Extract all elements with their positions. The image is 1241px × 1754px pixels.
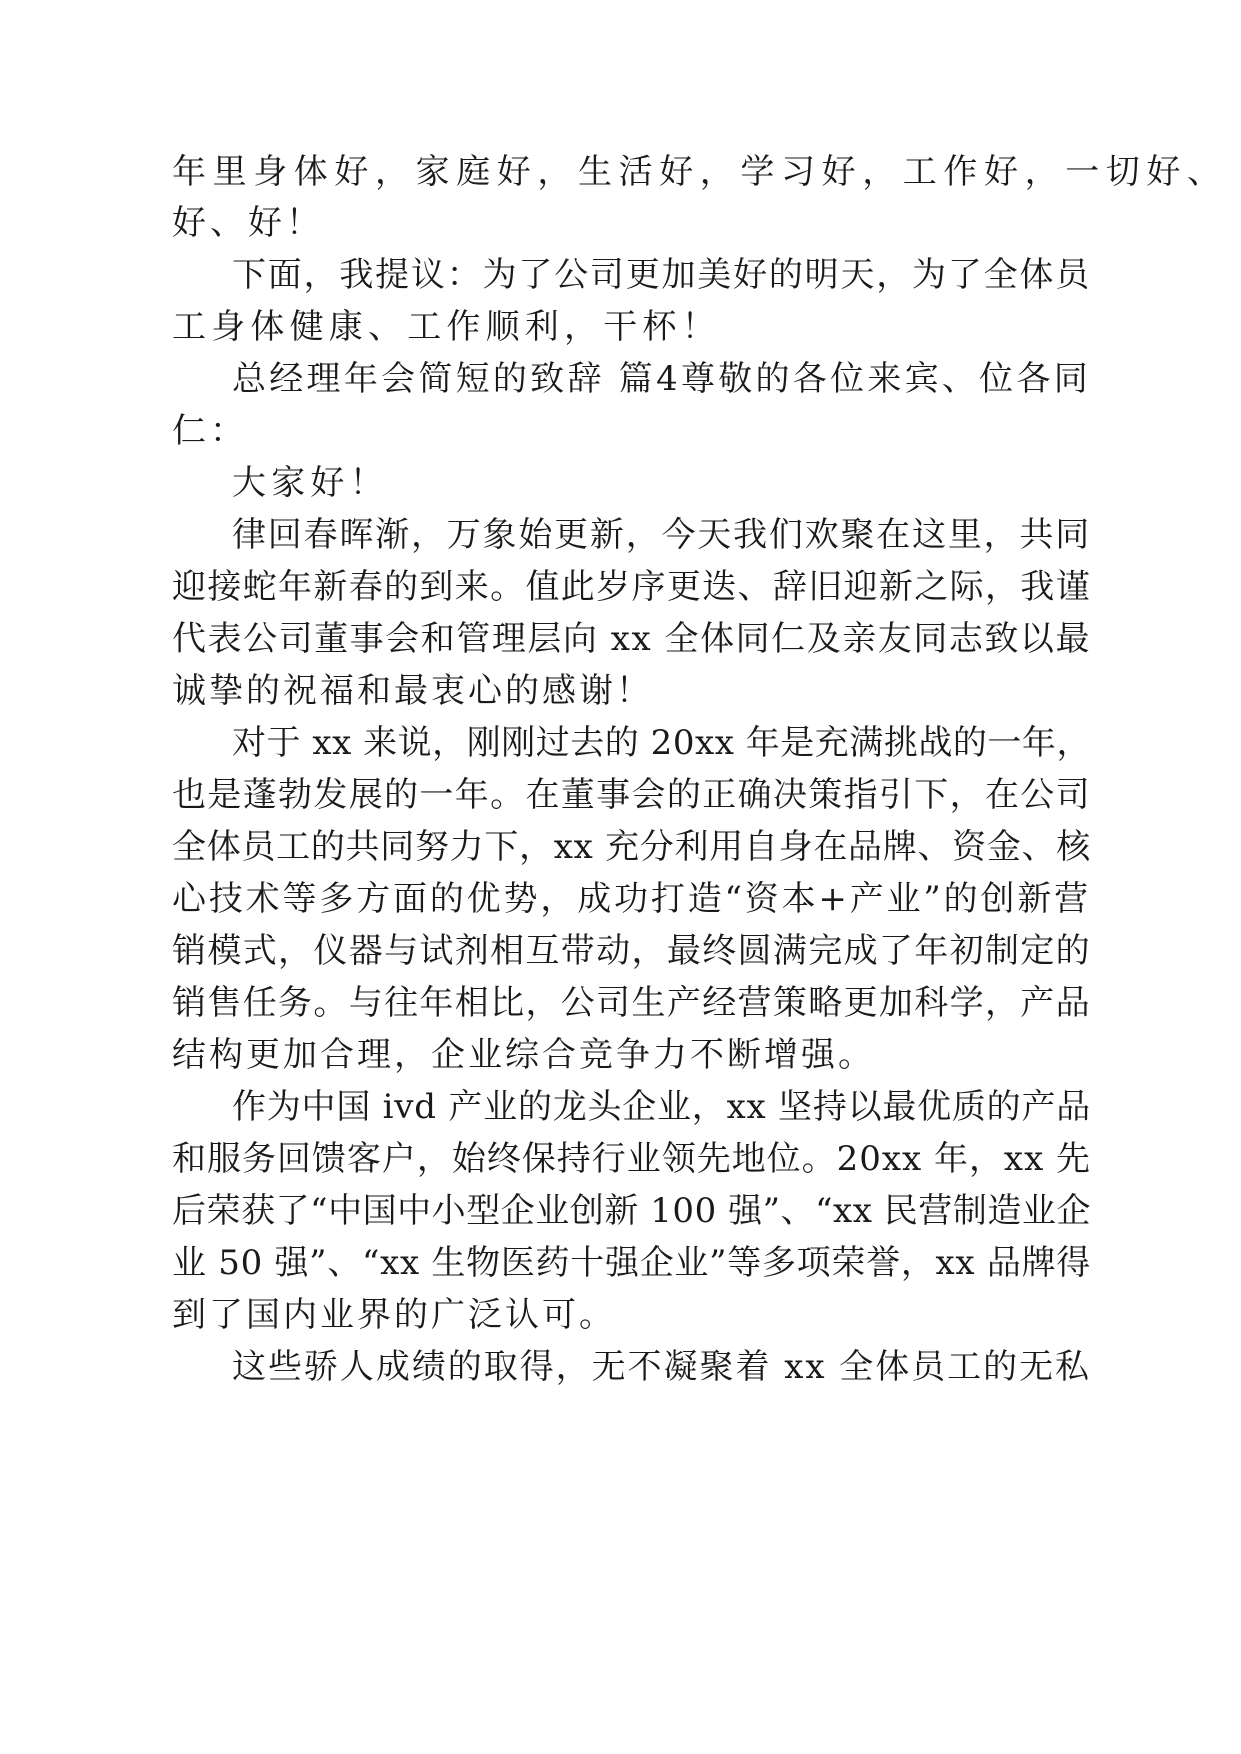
body-line: 后荣获了“中国中小型企业创新 100 强”、“xx 民营制造业企 — [172, 1191, 1091, 1231]
body-line: 结构更加合理，企业综合竞争力不断增强。 — [172, 1035, 875, 1075]
body-line: 也是蓬勃发展的一年。在董事会的正确决策指引下，在公司 — [172, 775, 1091, 815]
body-line: 这些骄人成绩的取得，无不凝聚着 xx 全体员工的无私 — [232, 1347, 1091, 1387]
body-line: 年里身体好，家庭好，生活好，学习好，工作好，一切好、 — [172, 152, 1228, 192]
body-line: 大家好！ — [232, 463, 389, 503]
body-line: 下面，我提议：为了公司更加美好的明天，为了全体员 — [232, 255, 1091, 295]
body-line: 迎接蛇年新春的到来。值此岁序更迭、辞旧迎新之际，我谨 — [172, 567, 1091, 607]
body-line: 对于 xx 来说，刚刚过去的 20xx 年是充满挑战的一年， — [232, 723, 1091, 763]
body-line: 总经理年会简短的致辞 篇4尊敬的各位来宾、位各同 — [232, 359, 1091, 399]
body-line: 作为中国 ivd 产业的龙头企业，xx 坚持以最优质的产品 — [232, 1087, 1091, 1127]
body-line: 全体员工的共同努力下，xx 充分利用自身在品牌、资金、核 — [172, 827, 1091, 867]
body-line: 好、好！ — [172, 203, 324, 243]
body-line: 诚挚的祝福和最衷心的感谢！ — [172, 671, 653, 711]
body-line: 到了国内业界的广泛认可。 — [172, 1295, 616, 1335]
body-line: 工身体健康、工作顺利，干杯！ — [172, 307, 721, 347]
body-line: 律回春晖渐，万象始更新，今天我们欢聚在这里，共同 — [232, 515, 1091, 555]
body-line: 销售任务。与往年相比，公司生产经营策略更加科学，产品 — [172, 983, 1091, 1023]
body-line: 仁： — [172, 411, 248, 451]
body-line: 和服务回馈客户，始终保持行业领先地位。20xx 年，xx 先 — [172, 1139, 1091, 1179]
body-line: 心技术等多方面的优势，成功打造“资本+产业”的创新营 — [172, 879, 1091, 919]
body-line: 代表公司董事会和管理层向 xx 全体同仁及亲友同志致以最 — [172, 619, 1091, 659]
body-line: 业 50 强”、“xx 生物医药十强企业”等多项荣誉，xx 品牌得 — [172, 1243, 1091, 1283]
body-line: 销模式，仪器与试剂相互带动，最终圆满完成了年初制定的 — [172, 931, 1091, 971]
